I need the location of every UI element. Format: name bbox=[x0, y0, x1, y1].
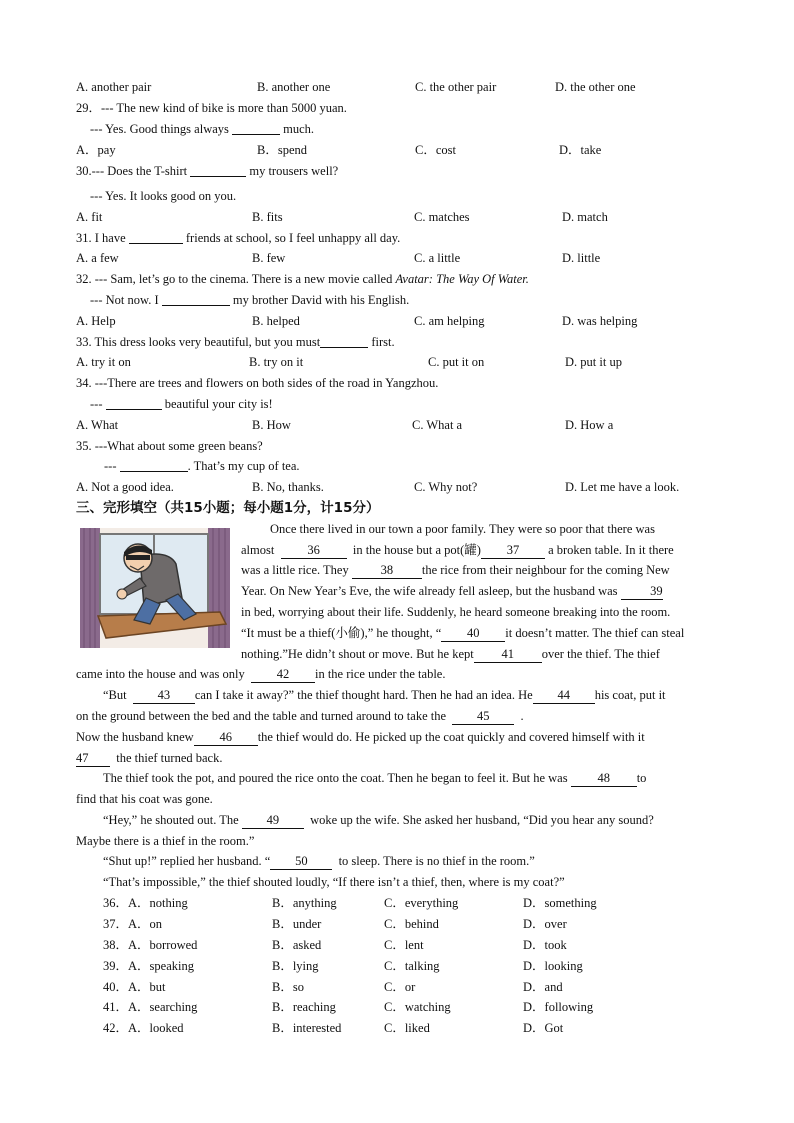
option: C. matches bbox=[414, 210, 470, 224]
q33-options bbox=[76, 354, 736, 370]
blank-37: 37 bbox=[481, 542, 545, 559]
answer-option: D．took bbox=[523, 938, 567, 952]
q35-options bbox=[76, 479, 736, 495]
option: C．cost bbox=[415, 143, 456, 157]
option: A. Not a good idea. bbox=[76, 480, 174, 494]
answer-blank bbox=[162, 293, 230, 306]
passage-line: 47 the thief turned back. bbox=[76, 751, 223, 765]
answer-option: B．lying bbox=[272, 959, 319, 973]
option: D. How a bbox=[565, 418, 614, 432]
blank-38: 38 bbox=[352, 562, 422, 579]
answer-option: 42．A．looked bbox=[103, 1021, 184, 1035]
blank-48: 48 bbox=[571, 770, 637, 787]
answer-option: B．asked bbox=[272, 938, 322, 952]
option: A. What bbox=[76, 418, 119, 432]
passage-line: Maybe there is a thief in the room.” bbox=[76, 834, 255, 848]
answer-option: C．talking bbox=[384, 959, 440, 973]
option: B. No, thanks. bbox=[252, 480, 324, 494]
blank-39: 39 bbox=[621, 583, 663, 600]
passage-line: “Shut up!” replied her husband. “ 50 to sleep. There is no thief in the room.” bbox=[103, 854, 535, 868]
answer-option: B．reaching bbox=[272, 1000, 336, 1014]
blank-45: 45 bbox=[452, 708, 514, 725]
blank-49: 49 bbox=[242, 812, 304, 829]
q29-options bbox=[76, 142, 736, 158]
q32-options bbox=[76, 313, 736, 329]
option: C. the other pair bbox=[415, 80, 497, 94]
answer-option: 37．A．on bbox=[103, 917, 163, 931]
blank-46: 46 bbox=[194, 729, 258, 746]
answer-option: B．interested bbox=[272, 1021, 342, 1035]
answer-option: B．so bbox=[272, 980, 304, 994]
option: D. the other one bbox=[555, 80, 636, 94]
answer-option: 39．A．speaking bbox=[103, 959, 194, 973]
option: C. What a bbox=[412, 418, 463, 432]
passage-line: almost 36 in the house but a pot(罐) 37 a broken table. In it there bbox=[241, 543, 674, 557]
answer-option: D．following bbox=[523, 1000, 594, 1014]
answer-blank bbox=[190, 164, 246, 177]
blank-47: 47 bbox=[76, 750, 110, 767]
answer-option: 41．A．searching bbox=[103, 1000, 198, 1014]
q30-options bbox=[76, 209, 736, 225]
answer-option: C．liked bbox=[384, 1021, 430, 1035]
answer-blank bbox=[120, 459, 188, 472]
option: A. a few bbox=[76, 251, 119, 265]
option: C. am helping bbox=[414, 314, 485, 328]
passage-line: Once there lived in our town a poor family. They were so poor that there was bbox=[270, 522, 655, 536]
option: D. little bbox=[562, 251, 601, 265]
section-title: 三、完形填空（共15小题；每小题1分，计15分） bbox=[76, 500, 380, 516]
q32-reply: --- Not now. I my brother David with his English. bbox=[90, 293, 410, 307]
answer-option: D．and bbox=[523, 980, 563, 994]
q35-reply: --- . That’s my cup of tea. bbox=[104, 459, 300, 473]
option: A. another pair bbox=[76, 80, 152, 94]
passage-line: in bed, worrying about their life. Suddenly, he heard someone breaking into the room. bbox=[241, 605, 671, 619]
blank-50: 50 bbox=[270, 853, 332, 870]
passage-line: Year. On New Year’s Eve, the wife already fell asleep, but the husband was 39 bbox=[241, 584, 663, 598]
option: A．pay bbox=[76, 143, 116, 157]
answer-option: 38．A．borrowed bbox=[103, 938, 198, 952]
answer-option: C．watching bbox=[384, 1000, 451, 1014]
option: D．take bbox=[559, 143, 602, 157]
passage-line: “Hey,” he shouted out. The 49 woke up the wife. She asked her husband, “Did you hear any sound? bbox=[103, 813, 654, 827]
q35-stem: 35. ---What about some green beans? bbox=[76, 439, 263, 453]
option: B. another one bbox=[257, 80, 331, 94]
answer-blank bbox=[106, 397, 162, 410]
answer-blank bbox=[232, 122, 280, 135]
answer-option: B．anything bbox=[272, 896, 337, 910]
answer-option: 36．A．nothing bbox=[103, 896, 188, 910]
q32-stem: 32. --- Sam, let’s go to the cinema. There is a new movie called Avatar: The Way Of Water. bbox=[76, 272, 529, 286]
answer-option: C．everything bbox=[384, 896, 459, 910]
option: D. Let me have a look. bbox=[565, 480, 680, 494]
option: D. put it up bbox=[565, 355, 622, 369]
passage-line: “It must be a thief(小偷),” he thought, “ 40 it doesn’t matter. The thief can steal bbox=[241, 626, 685, 640]
q34-options bbox=[76, 417, 736, 433]
blank-42: 42 bbox=[251, 666, 315, 683]
q30-stem: 30.--- Does the T-shirt my trousers well? bbox=[76, 164, 339, 178]
q34-reply: --- beautiful your city is! bbox=[90, 397, 273, 411]
blank-44: 44 bbox=[533, 687, 595, 704]
answer-option: 40．A．but bbox=[103, 980, 166, 994]
q34-stem: 34. ---There are trees and flowers on both sides of the road in Yangzhou. bbox=[76, 376, 439, 390]
option: B. fits bbox=[252, 210, 283, 224]
blank-41: 41 bbox=[474, 646, 542, 663]
answer-option: B．under bbox=[272, 917, 322, 931]
answer-option: D．looking bbox=[523, 959, 583, 973]
answer-blank bbox=[129, 231, 183, 244]
q31-options bbox=[76, 250, 736, 266]
answer-option: D．over bbox=[523, 917, 567, 931]
q28-options bbox=[76, 79, 736, 95]
passage-line: Now the husband knew 46 the thief would do. He picked up the coat quickly and covered himself with it bbox=[76, 730, 645, 744]
q31-stem: 31. I have friends at school, so I feel unhappy all day. bbox=[76, 231, 401, 245]
q29-stem: 29．--- The new kind of bike is more than 5000 yuan. bbox=[76, 101, 347, 115]
passage-line: “But 43 can I take it away?” the thief thought hard. Then he had an idea. He 44 his coat, put it bbox=[103, 688, 666, 702]
option: C. Why not? bbox=[414, 480, 478, 494]
blank-36: 36 bbox=[281, 542, 347, 559]
passage-line: The thief took the pot, and poured the rice onto the coat. Then he began to feel it. But he was 48 to bbox=[103, 771, 647, 785]
option: A. Help bbox=[76, 314, 116, 328]
blank-40: 40 bbox=[441, 625, 505, 642]
answer-option: C．lent bbox=[384, 938, 424, 952]
passage-line: on the ground between the bed and the table and turned around to take the 45 . bbox=[76, 709, 524, 723]
option: B. few bbox=[252, 251, 286, 265]
passage-line: nothing.”He didn’t shout or move. But he kept 41 over the thief. The thief bbox=[241, 647, 660, 661]
option: D. was helping bbox=[562, 314, 638, 328]
option: C. put it on bbox=[428, 355, 485, 369]
q29-reply: --- Yes. Good things always much. bbox=[90, 122, 315, 136]
option: B. helped bbox=[252, 314, 300, 328]
passage-line: “That’s impossible,” the thief shouted loudly, “If there isn’t a thief, then, where is my coat?” bbox=[103, 875, 565, 889]
option: B．spend bbox=[257, 143, 308, 157]
passage-line: came into the house and was only 42 in the rice under the table. bbox=[76, 667, 446, 681]
q33-stem: 33. This dress looks very beautiful, but you must first. bbox=[76, 335, 395, 349]
passage-line: was a little rice. They 38 the rice from their neighbour for the coming New bbox=[241, 563, 670, 577]
thief-illustration bbox=[80, 528, 230, 648]
option: C. a little bbox=[414, 251, 461, 265]
answer-option: D．Got bbox=[523, 1021, 564, 1035]
passage-line: find that his coat was gone. bbox=[76, 792, 213, 806]
answer-option: C．or bbox=[384, 980, 416, 994]
answer-blank bbox=[320, 335, 368, 348]
option: B. try on it bbox=[249, 355, 304, 369]
answer-option: D．something bbox=[523, 896, 597, 910]
blank-43: 43 bbox=[133, 687, 195, 704]
option: A. fit bbox=[76, 210, 103, 224]
q30-reply: --- Yes. It looks good on you. bbox=[90, 189, 237, 203]
option: A. try it on bbox=[76, 355, 131, 369]
answer-option: C．behind bbox=[384, 917, 439, 931]
option: D. match bbox=[562, 210, 608, 224]
option: B. How bbox=[252, 418, 291, 432]
